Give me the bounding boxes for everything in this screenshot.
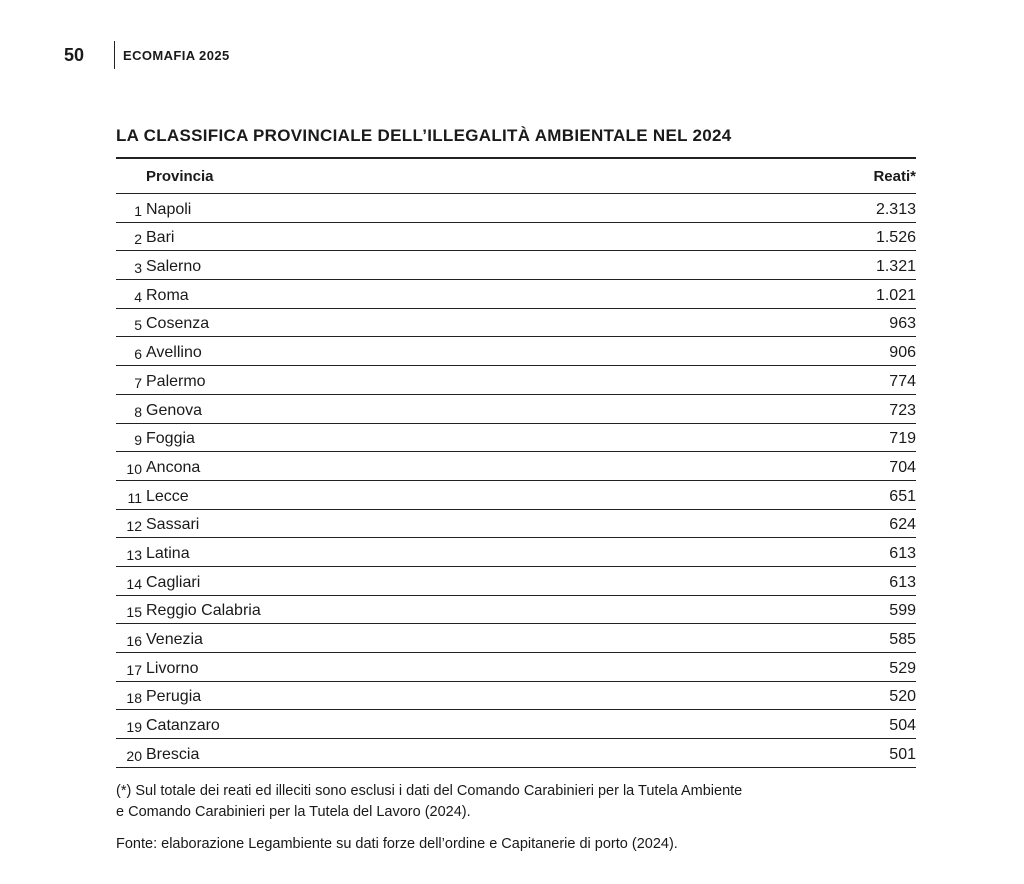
rank-cell: 10 bbox=[126, 460, 142, 477]
rank-cell: 3 bbox=[134, 260, 142, 277]
table-row bbox=[116, 739, 916, 768]
rank-cell: 1 bbox=[134, 202, 142, 219]
rank-cell: 8 bbox=[134, 403, 142, 420]
reati-cell: 1.526 bbox=[875, 229, 916, 247]
running-title: ECOMAFIA 2025 bbox=[123, 47, 230, 63]
header-divider bbox=[114, 41, 115, 69]
rank-cell: 17 bbox=[126, 661, 142, 678]
source-note: Fonte: elaborazione Legambiente su dati forze dell’ordine e Capitanerie di porto (2024). bbox=[116, 836, 678, 852]
table-row bbox=[116, 682, 916, 711]
table-row bbox=[116, 653, 916, 682]
page-header bbox=[64, 40, 230, 70]
table-row bbox=[116, 194, 916, 223]
table-body bbox=[116, 194, 916, 768]
table-row bbox=[116, 624, 916, 653]
reati-cell: 520 bbox=[889, 688, 916, 706]
reati-cell: 1.021 bbox=[875, 286, 916, 304]
rank-cell: 12 bbox=[126, 518, 142, 535]
rank-cell: 11 bbox=[127, 489, 142, 506]
table-row bbox=[116, 596, 916, 625]
province-cell: Lecce bbox=[146, 487, 189, 505]
ranking-table bbox=[116, 157, 916, 768]
table-row bbox=[116, 223, 916, 252]
table-row bbox=[116, 510, 916, 539]
province-cell: Sassari bbox=[146, 516, 200, 534]
reati-cell: 651 bbox=[889, 487, 916, 505]
reati-cell: 599 bbox=[889, 602, 916, 620]
province-cell: Reggio Calabria bbox=[146, 602, 261, 620]
table-row bbox=[116, 251, 916, 280]
province-cell: Latina bbox=[146, 544, 190, 562]
table-row bbox=[116, 452, 916, 481]
reati-cell: 501 bbox=[889, 745, 916, 763]
table-row bbox=[116, 280, 916, 309]
page-number: 50 bbox=[64, 44, 85, 65]
table-header bbox=[116, 159, 916, 194]
column-header-provincia: Provincia bbox=[146, 167, 214, 185]
province-cell: Bari bbox=[146, 229, 175, 247]
rank-cell: 9 bbox=[134, 432, 142, 449]
table-row bbox=[116, 395, 916, 424]
province-cell: Perugia bbox=[146, 688, 202, 706]
reati-cell: 963 bbox=[889, 315, 916, 333]
province-cell: Ancona bbox=[146, 458, 201, 476]
reati-cell: 704 bbox=[889, 458, 916, 476]
rank-cell: 18 bbox=[126, 690, 142, 707]
province-cell: Avellino bbox=[146, 344, 202, 362]
rank-cell: 4 bbox=[134, 288, 142, 305]
footnote-line-2: e Comando Carabinieri per la Tutela del Lavoro (2024). bbox=[116, 804, 471, 820]
table-row bbox=[116, 337, 916, 366]
reati-cell: 719 bbox=[889, 430, 916, 448]
province-cell: Brescia bbox=[146, 745, 200, 763]
province-cell: Genova bbox=[146, 401, 203, 419]
province-cell: Napoli bbox=[146, 200, 192, 218]
footnote-line-1: (*) Sul totale dei reati ed illeciti sono esclusi i dati del Comando Carabinieri per la Tutela Ambiente bbox=[116, 783, 743, 799]
reati-cell: 624 bbox=[889, 516, 916, 534]
table-row bbox=[116, 538, 916, 567]
table-title: LA CLASSIFICA PROVINCIALE DELL’ILLEGALITÀ AMBIENTALE NEL 2024 bbox=[116, 126, 732, 145]
reati-cell: 774 bbox=[889, 372, 916, 390]
reati-cell: 585 bbox=[889, 631, 916, 648]
table-row bbox=[116, 567, 916, 596]
province-cell: Venezia bbox=[146, 631, 203, 648]
reati-cell: 504 bbox=[889, 717, 916, 735]
rank-cell: 15 bbox=[126, 604, 142, 621]
rank-cell: 5 bbox=[134, 317, 142, 334]
province-cell: Palermo bbox=[146, 372, 206, 390]
reati-cell: 723 bbox=[889, 401, 916, 419]
rank-cell: 14 bbox=[126, 575, 142, 592]
province-cell: Foggia bbox=[146, 430, 195, 448]
rank-cell: 13 bbox=[126, 546, 142, 563]
province-cell: Roma bbox=[146, 286, 189, 304]
province-cell: Cagliari bbox=[146, 573, 201, 591]
reati-cell: 2.313 bbox=[875, 200, 916, 218]
rank-cell: 2 bbox=[134, 231, 142, 248]
reati-cell: 613 bbox=[889, 544, 916, 562]
table-row bbox=[116, 424, 916, 453]
table-row bbox=[116, 710, 916, 739]
reati-cell: 1.321 bbox=[875, 258, 916, 276]
table-row bbox=[116, 481, 916, 510]
rank-cell: 16 bbox=[126, 633, 142, 649]
province-cell: Cosenza bbox=[146, 315, 210, 333]
rank-cell: 20 bbox=[126, 747, 142, 764]
province-cell: Livorno bbox=[146, 659, 199, 677]
province-cell: Salerno bbox=[146, 258, 202, 276]
reati-cell: 613 bbox=[889, 573, 916, 591]
table-row bbox=[116, 366, 916, 395]
rank-cell: 7 bbox=[134, 374, 142, 391]
rank-cell: 19 bbox=[126, 719, 142, 736]
column-header-reati: Reati* bbox=[873, 167, 916, 185]
rank-cell: 6 bbox=[134, 346, 142, 363]
reati-cell: 906 bbox=[889, 344, 916, 362]
table-row bbox=[116, 309, 916, 338]
province-cell: Catanzaro bbox=[146, 717, 220, 735]
footnote bbox=[116, 781, 876, 823]
reati-cell: 529 bbox=[889, 659, 916, 677]
